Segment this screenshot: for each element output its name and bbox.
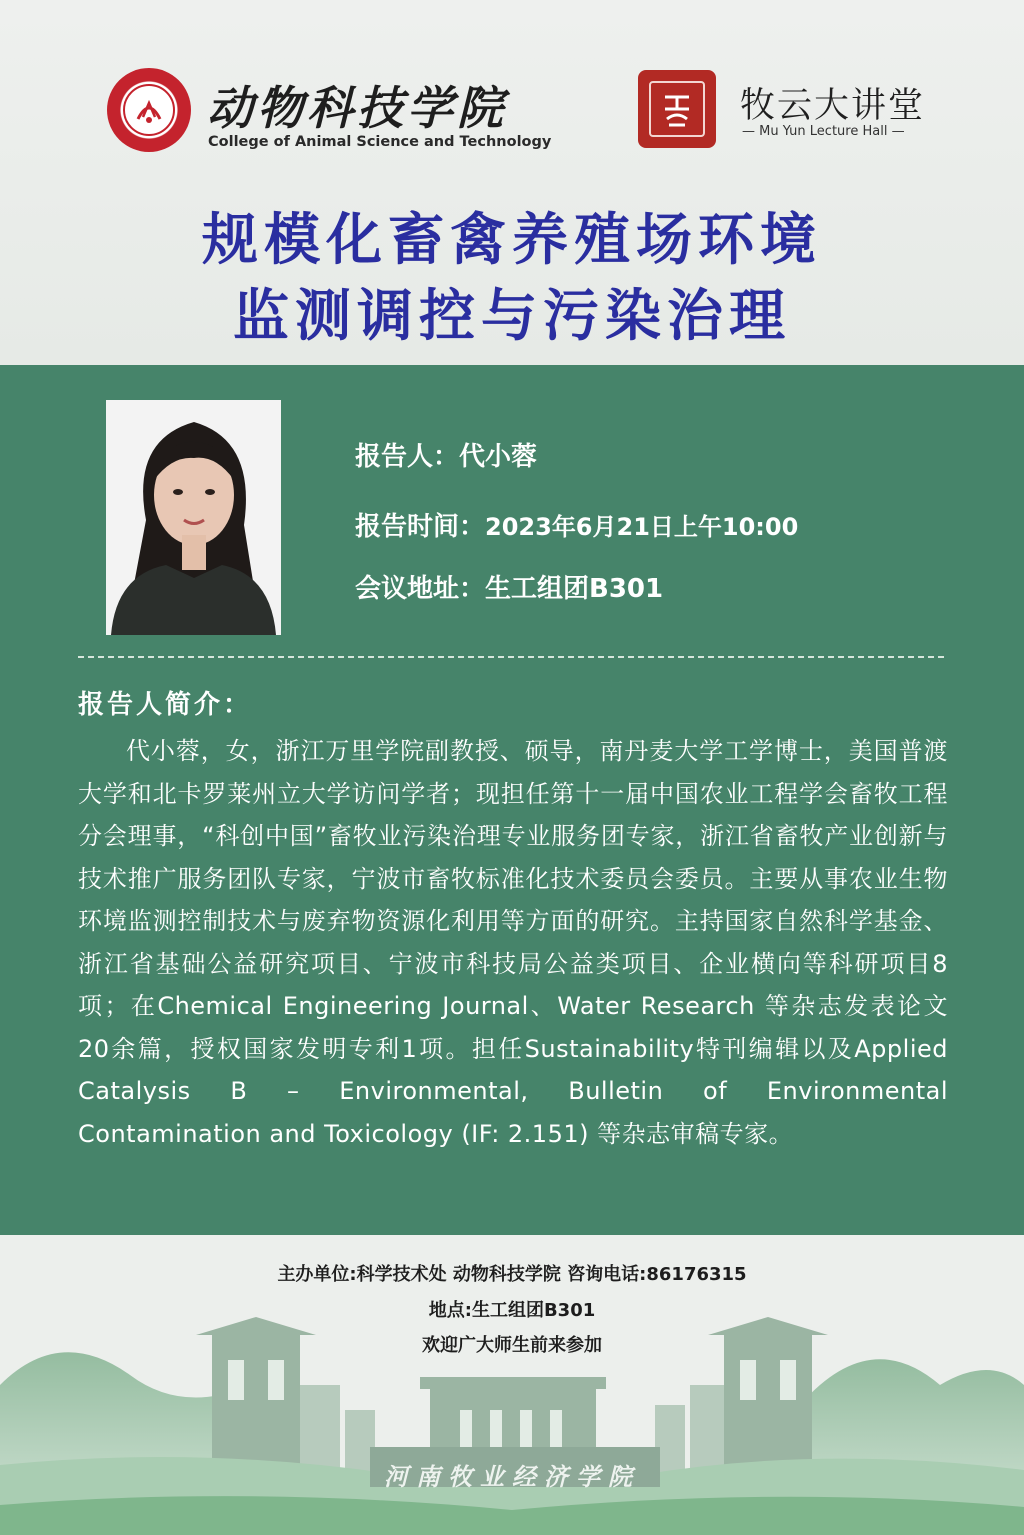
welcome-line: 欢迎广大师生前来参加	[422, 1335, 602, 1356]
time-row	[355, 506, 798, 543]
poster-title-line2: 监测调控与污染治理	[233, 284, 791, 349]
lecture-hall-name-cn: 牧云大讲堂	[740, 86, 926, 126]
venue-value: 生工组团B301	[485, 574, 664, 604]
time-label: 报告时间：	[355, 512, 486, 542]
speaker-label: 报告人：	[355, 442, 460, 472]
college-name-cn: 动物科技学院	[207, 81, 507, 135]
lecture-stamp-icon	[638, 70, 716, 148]
gate-inscription: 河南牧业经济学院	[384, 1462, 640, 1491]
college-seal-icon	[107, 68, 191, 152]
bio-heading: 报告人简介：	[78, 690, 253, 720]
venue-label: 会议地址：	[355, 574, 486, 604]
footer-area	[0, 1235, 1024, 1535]
header-area	[0, 0, 1024, 365]
bio-text: 代小蓉，女，浙江万里学院副教授、硕导，南丹麦大学工学博士，美国普渡大学和北卡罗莱州立大学访问学者；现担任第十一届中国农业工程学会畜牧工程分会理事，“科创中国”畜牧业污染治理专业服务团专家，浙江省畜牧产业创新与技术推广服务团队专家，宁波市畜牧标准化技术委员会委员。主要从事农业生物环境监测控制技术与废弃物资源化利用等方面的研究。主持国家自然科学基金、浙江省基础公益研究项目、宁波市科技局公益类项目、企业横向等科研项目8项；在Chemical Engineering Journal、Water Research 等杂志发表论文20余篇，授权国家发明专利1项。担任Sustainability特刊编辑以及Applied Catalysis B – Environmental, Bulletin of Environmental Contamination and Toxicology (IF: 2.151) 等杂志审稿专家。	[78, 737, 948, 1148]
poster-title-line1: 规模化畜禽养殖场环境	[202, 208, 822, 273]
college-logo	[107, 68, 552, 158]
time-value: 2023年6月21日上午10:00	[485, 513, 799, 541]
lecture-hall-name-en: — Mu Yun Lecture Hall —	[742, 124, 905, 139]
speaker-row	[355, 436, 537, 473]
speaker-name: 代小蓉	[459, 442, 538, 472]
venue-row	[355, 568, 663, 605]
organizer-line: 主办单位:科学技术处 动物科技学院 咨询电话:86176315	[277, 1264, 747, 1285]
college-name-en: College of Animal Science and Technology	[208, 134, 552, 150]
divider	[78, 656, 944, 658]
location-line: 地点:生工组团B301	[428, 1300, 596, 1321]
lecture-hall-logo	[638, 70, 958, 150]
speaker-photo	[106, 400, 281, 635]
